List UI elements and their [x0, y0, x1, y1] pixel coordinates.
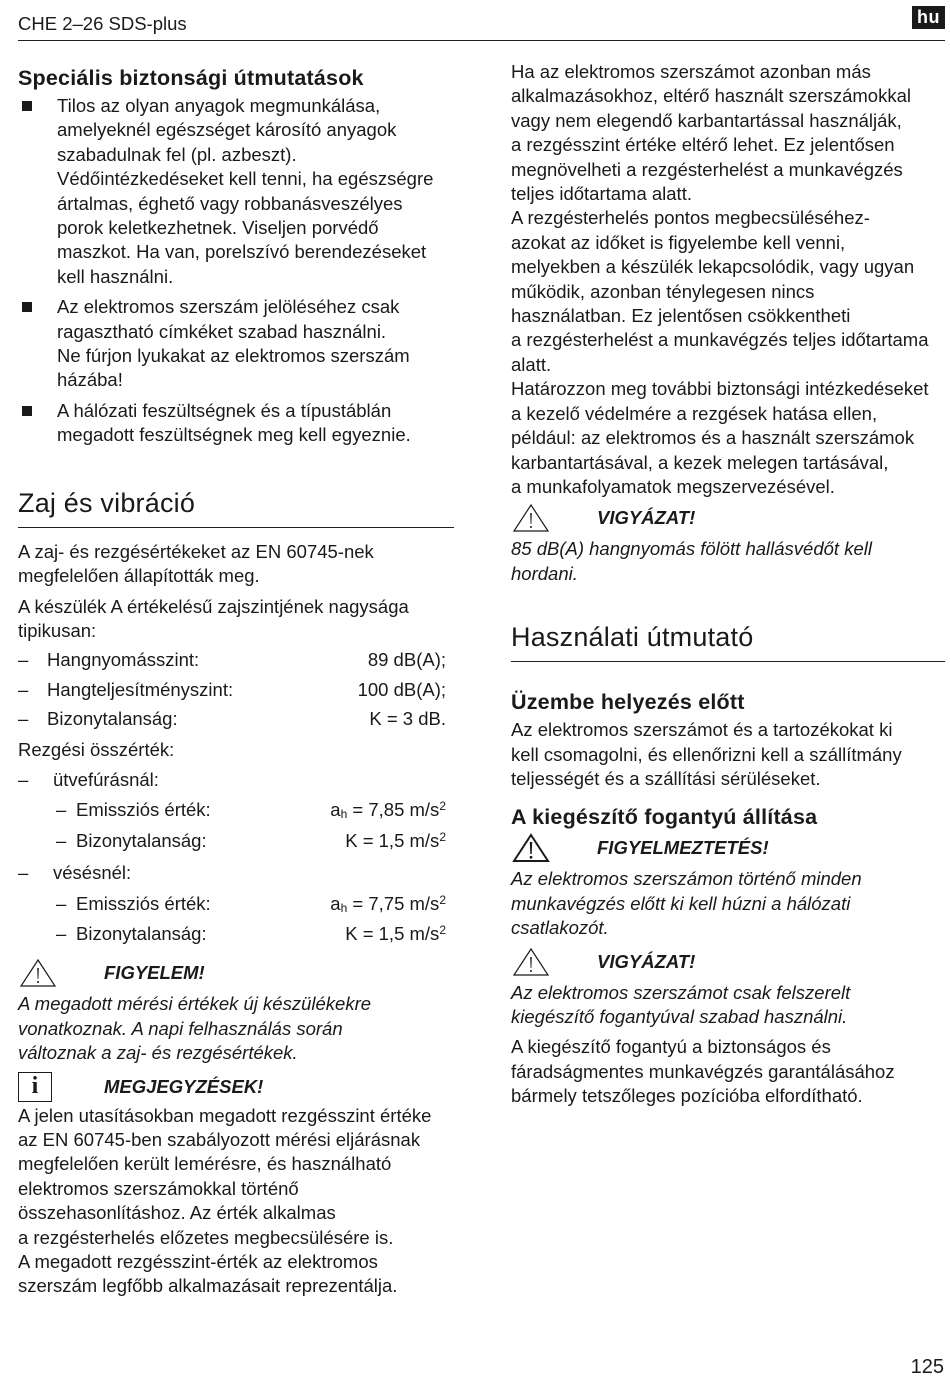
- text-line: A hálózati feszültségnek és a típustáblán: [57, 399, 392, 421]
- text-line: A zaj- és rezgésértékeket az EN 60745-nek: [18, 540, 374, 562]
- text-line: alkalmazásokhoz, eltérő használt szerszámokkal: [511, 85, 911, 107]
- text-line: használatban. Ez jelentősen csökkentheti: [511, 305, 851, 327]
- text-line: a rezgésterhelés előzetes megbecsülésére is.: [18, 1226, 394, 1248]
- text-line: amelyeknél egészséget károsító anyagok: [57, 119, 397, 141]
- text-line: a kezelő védelmére a rezgések hatása ellen,: [511, 402, 878, 424]
- value-label: Emissziós érték:: [76, 892, 211, 914]
- value-label: Hangnyomásszint:: [47, 649, 200, 671]
- text-line: a rezgésterhelést a munkavégzés teljes időtartama: [511, 329, 929, 351]
- value-number: K = 1,5 $m/s^2$: [345, 829, 446, 851]
- caution-label: VIGYÁZAT!: [597, 950, 696, 972]
- warning-triangle-icon: [18, 958, 58, 988]
- subsection-title-handle: A kiegészítő fogantyú állítása: [511, 805, 818, 830]
- text-line: ártalmas, éghető vagy robbanásveszélyes: [57, 192, 403, 214]
- vibration-paragraph: [511, 206, 945, 377]
- caution-label: VIGYÁZAT!: [597, 507, 696, 529]
- text-line: házába!: [57, 369, 123, 391]
- bullet-item: [18, 295, 454, 393]
- bullet-item: [18, 399, 454, 448]
- caution-label: FIGYELEM!: [104, 962, 205, 984]
- section-title-safety: Speciális biztonsági útmutatások: [18, 66, 364, 90]
- dash-bullet: –: [18, 708, 29, 730]
- language-badge: hu: [912, 6, 945, 29]
- dash-bullet: –: [18, 768, 29, 790]
- right-column: [511, 60, 945, 1109]
- uncertainty-row: [18, 829, 454, 853]
- text-line: teljességét és a szállítási sérüléseket.: [511, 767, 821, 789]
- text-line: A megadott rezgésszint-érték az elektromos: [18, 1251, 378, 1273]
- dash-bullet: –: [18, 678, 29, 700]
- caution-header: [511, 945, 945, 979]
- value-label: Hangteljesítményszint:: [47, 678, 234, 700]
- value-number: K = 3 dB.: [369, 708, 446, 730]
- caution-text: [18, 992, 454, 1065]
- vibration-mode-label: ütvefúrásnál:: [53, 768, 159, 790]
- vibration-mode-row: [18, 768, 454, 792]
- value-label: Bizonytalanság:: [76, 922, 207, 944]
- text-line: elektromos szerszámokkal történő: [18, 1177, 299, 1199]
- warning-triangle-icon: [511, 503, 551, 533]
- page-header: [18, 7, 945, 41]
- value-label: Emissziós érték:: [76, 799, 211, 821]
- uncertainty-row: [18, 922, 454, 946]
- dash-bullet: –: [56, 892, 67, 914]
- text-line: azokat az időket is figyelembe kell venni,: [511, 231, 846, 253]
- vibration-group: [18, 861, 454, 946]
- note-text: [18, 1104, 454, 1299]
- text-line: vagy nem elegendő karbantartással használják,: [511, 109, 902, 131]
- left-column: [18, 60, 454, 1299]
- caution-header: [511, 501, 945, 535]
- text-line: melyekben a készülék lekapcsolódik, vagy ugyan: [511, 256, 915, 278]
- square-bullet-icon: [22, 101, 32, 111]
- text-line: szerszám legfőbb alkalmazásait reprezentálja.: [18, 1275, 398, 1297]
- noise-values-list: [18, 648, 454, 731]
- warning-label: FIGYELMEZTETÉS!: [597, 837, 769, 859]
- text-line: szabadulnak fel (pl. azbeszt).: [57, 143, 297, 165]
- vibration-paragraph: [511, 60, 945, 206]
- text-line: porok keletkezhetnek. Viseljen porvédő: [57, 217, 379, 239]
- text-line: fáradságmentes munkavégzés garantálásához: [511, 1060, 895, 1082]
- dash-bullet: –: [18, 649, 29, 671]
- text-line: kell használni.: [57, 265, 174, 287]
- text-line: például: az elektromos és a használt szerszámok: [511, 427, 915, 449]
- text-line: változnak a zaj- és rezgésértékek.: [18, 1042, 298, 1064]
- text-line: megfelelően került lemérésre, és használható: [18, 1153, 392, 1175]
- text-line: A rezgésterhelés pontos megbecsüléséhez-: [511, 207, 870, 229]
- text-line: teljes időtartama alatt.: [511, 183, 692, 205]
- text-line: ragasztható címkéket szabad használni.: [57, 320, 387, 342]
- caution-header: [18, 956, 454, 990]
- text-line: maszkot. Ha van, porelszívó berendezéseket: [57, 241, 427, 263]
- text-line: hordani.: [511, 562, 578, 584]
- warning-text: [511, 867, 945, 940]
- header-title: CHE 2–26 SDS-plus: [18, 13, 187, 34]
- text-line: A megadott mérési értékek új készülékekre: [18, 993, 372, 1015]
- text-line: tipikusan:: [18, 619, 97, 641]
- text-line: vonatkoznak. A napi felhasználás során: [18, 1017, 343, 1039]
- text-line: 85 dB(A) hangnyomás fölött hallásvédőt kell: [511, 538, 872, 560]
- note-label: MEGJEGYZÉSEK!: [104, 1075, 264, 1097]
- square-bullet-icon: [22, 406, 32, 416]
- text-line: a munkafolyamatok megszervezésével.: [511, 475, 835, 497]
- vibration-paragraph: [511, 377, 945, 499]
- handle-text: [511, 1035, 945, 1108]
- before-use-text: [511, 718, 945, 791]
- dash-bullet: –: [18, 862, 29, 884]
- noise-value-row: [18, 707, 454, 731]
- value-number: 89 dB(A);: [367, 649, 446, 671]
- vibration-title: Rezgési összérték:: [18, 738, 175, 760]
- text-line: kiegészítő fogantyúval szabad használni.: [511, 1005, 848, 1027]
- text-line: alatt.: [511, 353, 552, 375]
- subsection-title-before-use: Üzembe helyezés előtt: [511, 690, 745, 715]
- text-line: Tilos az olyan anyagok megmunkálása,: [57, 95, 381, 116]
- emission-row: [18, 798, 454, 822]
- noise-value-row: [18, 648, 454, 672]
- noise-value-row: [18, 678, 454, 702]
- value-number: 100 dB(A);: [357, 678, 446, 700]
- text-line: a rezgésszint értéke eltérő lehet. Ez jelentősen: [511, 134, 895, 156]
- dash-bullet: –: [56, 829, 67, 851]
- value-number: K = 1,5 $m/s^2$: [345, 922, 446, 944]
- text-line: Védőintézkedéseket kell tenni, ha egészségre: [57, 168, 434, 190]
- text-line: megnövelheti a rezgésterhelést a munkavégzés: [511, 158, 903, 180]
- caution-text: [511, 981, 945, 1030]
- text-line: A jelen utasításokban megadott rezgésszint értéke: [18, 1104, 432, 1126]
- vibration-mode-label: vésésnél:: [53, 862, 132, 884]
- section-title-noise: Zaj és vibráció: [18, 486, 454, 528]
- text-line: karbantartásával, a kezek melegen tartásával,: [511, 451, 889, 473]
- warning-triangle-icon: [511, 833, 551, 863]
- section-title-usage: Használati útmutató: [511, 620, 945, 662]
- text-line: Határozzon meg további biztonsági intézkedéseket: [511, 378, 929, 400]
- text-line: kell csomagolni, és ellenőrizni kell a szállítmány: [511, 743, 902, 765]
- dash-bullet: –: [56, 799, 67, 821]
- bullet-item: [18, 94, 454, 289]
- text-line: Az elektromos szerszámon történő minden: [511, 868, 862, 890]
- text-line: működik, azonban ténylegesen nincs: [511, 280, 815, 302]
- text-line: megadott feszültségnek meg kell egyeznie.: [57, 424, 411, 446]
- warning-header: [511, 831, 945, 865]
- page-number: 125: [910, 1356, 944, 1378]
- note-header: [18, 1070, 454, 1104]
- text-line: Ne fúrjon lyukakat az elektromos szerszám: [57, 345, 410, 367]
- level-intro: [18, 595, 454, 644]
- text-line: csatlakozót.: [511, 917, 609, 939]
- value-label: Bizonytalanság:: [76, 829, 207, 851]
- caution-text: [511, 537, 945, 586]
- text-line: az EN 60745-ben szabályozott mérési eljárásnak: [18, 1129, 421, 1150]
- vibration-mode-row: [18, 861, 454, 885]
- text-line: megfelelően állapították meg.: [18, 565, 260, 587]
- vibration-group: [18, 768, 454, 853]
- info-icon: i: [18, 1072, 52, 1102]
- text-line: Ha az elektromos szerszámot azonban más: [511, 61, 871, 82]
- text-line: A kiegészítő fogantyú a biztonságos és: [511, 1036, 831, 1058]
- value-label: Bizonytalanság:: [47, 708, 178, 730]
- text-line: Az elektromos szerszámot csak felszerelt: [511, 981, 851, 1003]
- emission-row: [18, 892, 454, 916]
- noise-intro: [18, 540, 454, 589]
- value-number: $a_h = 7,85$ $m/s^2$: [330, 799, 446, 822]
- text-line: Az elektromos szerszámot és a tartozékokat ki: [511, 719, 893, 741]
- text-line: Az elektromos szerszám jelöléséhez csak: [57, 296, 400, 318]
- dash-bullet: –: [56, 922, 67, 944]
- text-line: munkavégzés előtt ki kell húzni a hálózati: [511, 892, 851, 914]
- text-line: A készülék A értékelésű zajszintjének nagysága: [18, 595, 409, 617]
- text-line: bármely tetszőleges pozícióba elfordítható.: [511, 1085, 863, 1107]
- square-bullet-icon: [22, 302, 32, 312]
- text-line: összehasonlításhoz. Az érték alkalmas: [18, 1202, 336, 1224]
- safety-bullets: [18, 94, 454, 448]
- warning-triangle-icon: [511, 947, 551, 977]
- value-number: $a_h = 7,75$ $m/s^2$: [330, 892, 446, 915]
